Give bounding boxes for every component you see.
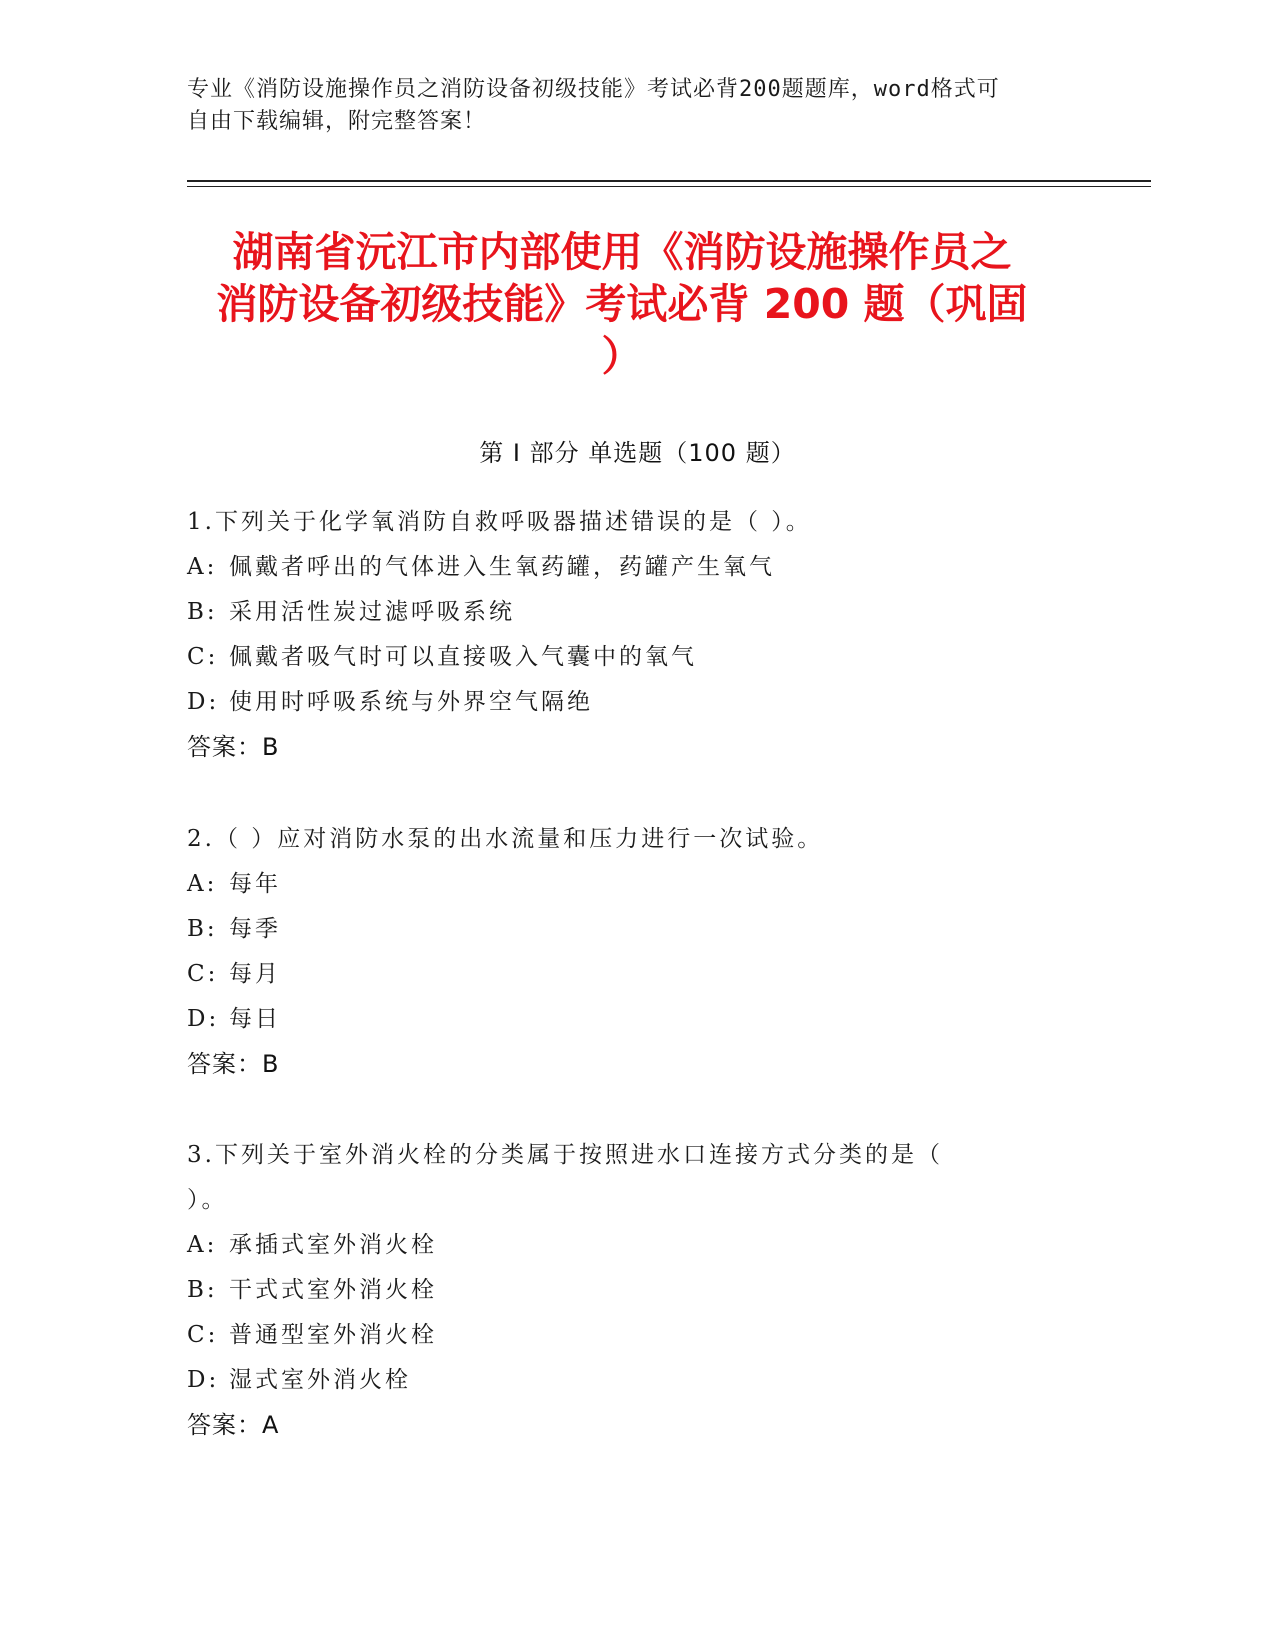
question-stem-line: 3.下列关于室外消火栓的分类属于按照进水口连接方式分类的是（ <box>187 1142 943 1168</box>
header-note <box>187 74 1067 138</box>
section-title: 第 I 部分 单选题（100 题） <box>479 439 796 467</box>
answer: 答案：B <box>187 733 280 761</box>
question-1 <box>187 500 1067 770</box>
option-letter: B: <box>187 599 218 625</box>
option-text: 佩戴者呼出的气体进入生氧药罐，药罐产生氧气 <box>229 554 775 580</box>
option-c <box>187 635 1067 680</box>
option-a <box>187 862 1067 907</box>
option-letter: D: <box>187 1367 220 1393</box>
option-text: 每日 <box>229 1006 281 1032</box>
option-b <box>187 590 1067 635</box>
option-letter: C: <box>187 961 219 987</box>
option-d <box>187 680 1067 725</box>
option-letter: A: <box>187 871 218 897</box>
option-letter: C: <box>187 1322 219 1348</box>
option-b <box>187 1268 1067 1313</box>
question-stem <box>187 817 1067 862</box>
question-stem-line: 1.下列关于化学氧消防自救呼吸器描述错误的是（ ）。 <box>187 509 812 535</box>
header-note-line-2: 自由下载编辑，附完整答案！ <box>187 109 487 134</box>
option-text: 佩戴者吸气时可以直接吸入气囊中的氧气 <box>229 644 697 670</box>
question-stem-line: ）。 <box>187 1187 228 1213</box>
option-letter: A: <box>187 1232 218 1258</box>
question-stem <box>187 1133 1067 1223</box>
option-c <box>187 1313 1067 1358</box>
option-text: 采用活性炭过滤呼吸系统 <box>229 599 515 625</box>
question-2 <box>187 817 1067 1087</box>
option-letter: B: <box>187 1277 218 1303</box>
option-letter: B: <box>187 916 218 942</box>
answer: 答案：A <box>187 1411 280 1439</box>
option-text: 干式式室外消火栓 <box>229 1277 437 1303</box>
option-text: 湿式室外消火栓 <box>229 1367 411 1393</box>
option-text: 使用时呼吸系统与外界空气隔绝 <box>229 689 593 715</box>
option-a <box>187 1223 1067 1268</box>
option-d <box>187 1358 1067 1403</box>
option-c <box>187 952 1067 997</box>
option-letter: A: <box>187 554 218 580</box>
option-letter: D: <box>187 1006 220 1032</box>
option-text: 每季 <box>229 916 281 942</box>
option-text: 每月 <box>229 961 281 987</box>
header-divider-thick <box>187 180 1151 182</box>
option-letter: C: <box>187 644 219 670</box>
title-line-1: 湖南省沅江市内部使用《消防设施操作员之 <box>232 228 1012 276</box>
title-line-3: ） <box>601 332 643 380</box>
question-stem-line: 2.（ ）应对消防水泵的出水流量和压力进行一次试验。 <box>187 826 824 852</box>
option-text: 每年 <box>229 871 281 897</box>
answer: 答案：B <box>187 1050 280 1078</box>
option-a <box>187 545 1067 590</box>
option-letter: D: <box>187 689 220 715</box>
option-b <box>187 907 1067 952</box>
header-divider-thin <box>187 186 1151 187</box>
option-text: 普通型室外消火栓 <box>229 1322 437 1348</box>
question-stem <box>187 500 1067 545</box>
option-d <box>187 997 1067 1042</box>
option-text: 承插式室外消火栓 <box>229 1232 437 1258</box>
document-title <box>187 226 1057 382</box>
title-line-2: 消防设备初级技能》考试必背 200 题（巩固 <box>216 280 1028 328</box>
header-note-line-1: 专业《消防设施操作员之消防设备初级技能》考试必背200题题库，word格式可 <box>187 77 1000 102</box>
question-3 <box>187 1133 1067 1448</box>
